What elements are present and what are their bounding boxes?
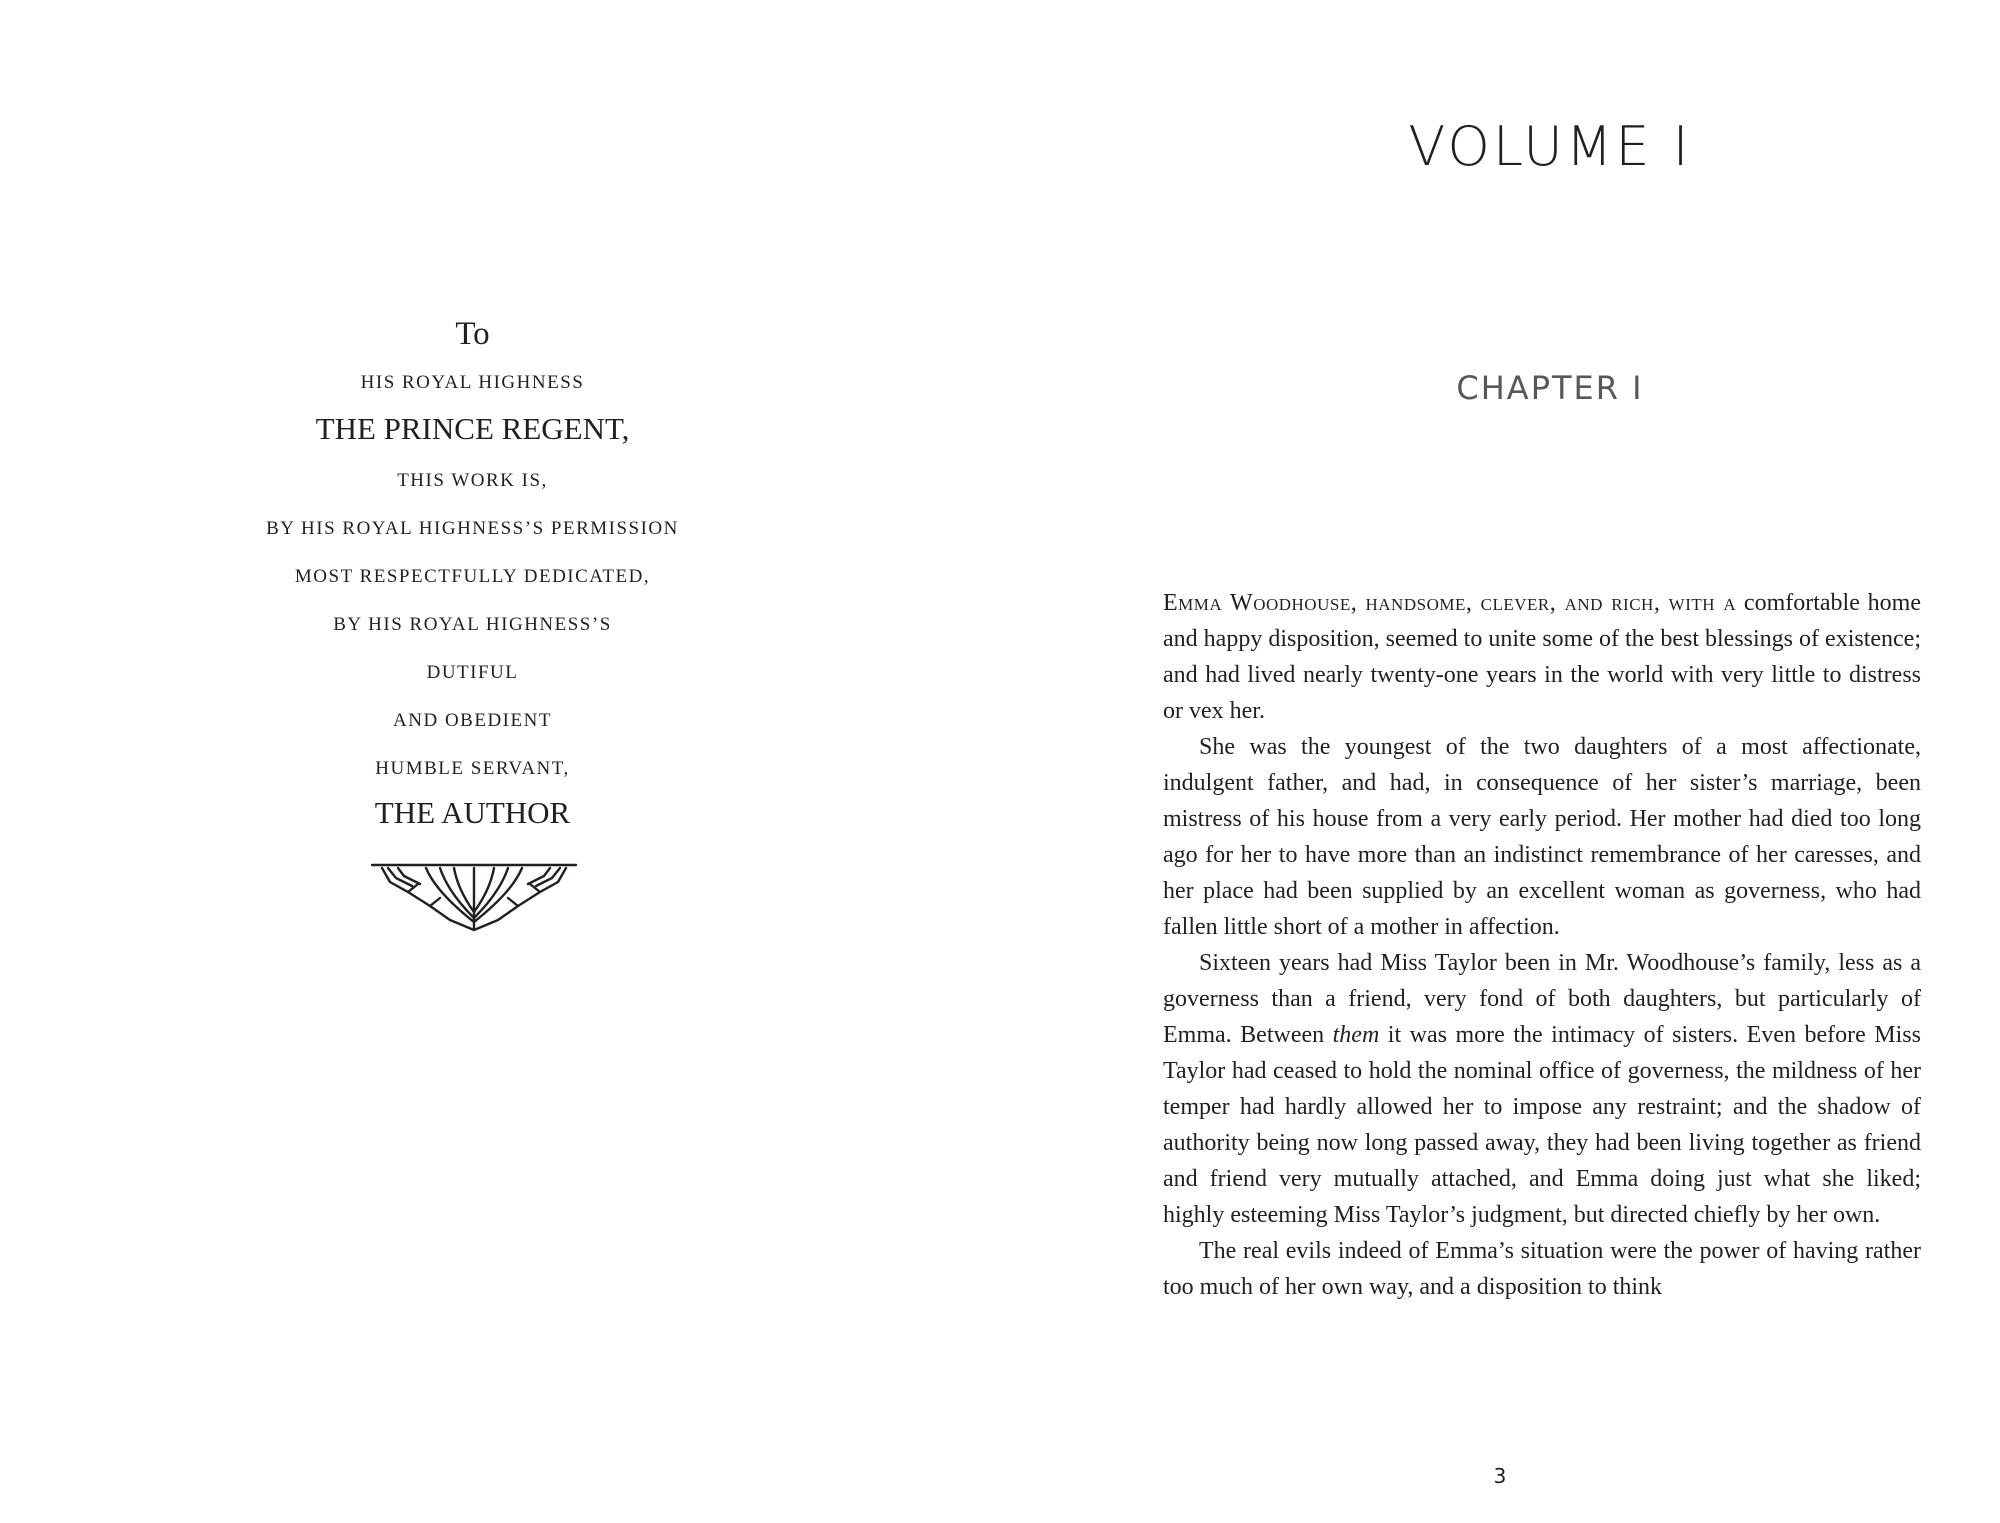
paragraph-emphasis: them [1332,1022,1380,1048]
dedication-line: HIS ROYAL HIGHNESS [360,372,585,393]
dedication-prince-regent: THE PRINCE REGENT, [315,411,630,446]
page-number: 3 [1493,1464,1507,1488]
chapter-body [1163,585,1921,1305]
right-page [1000,0,2000,1523]
dedication-to: To [455,316,490,352]
dedication-line: THIS WORK IS, [397,470,548,491]
paragraph [1163,945,1921,1233]
paragraph-text: it was more the intimacy of sisters. Even before Miss Taylor had ceased to hold the nominal office of governess, the mildness of her temper had hardly allowed her to impose any restraint; and the shadow of authority being now long passed away, they had been living together as friend and friend very mutually attached, and Emma doing just what she liked; highly esteeming Miss Taylor’s judgment, but directed chiefly by her own. [1163,1022,1921,1228]
dedication [205,318,740,845]
dedication-line: BY HIS ROYAL HIGHNESS’S PERMISSION [266,518,679,539]
paragraph-text: Sixteen years had Miss Taylor been in Mr. Woodhouse’s family, less as a governess than a friend, very fond of both daughters, but particularly of Emma. Between [1163,950,1921,1048]
paragraph [1163,729,1921,945]
paragraph [1163,1233,1921,1305]
volume-title: VOLUME I [1408,115,1692,178]
dedication-line: DUTIFUL [426,662,519,683]
paragraph-text: comfortable home and happy disposition, seemed to unite some of the best blessings of existence; and had lived nearly twenty-one years in the world with very little to distress or vex her. [1163,590,1921,724]
paragraph-lead-small-caps: Emma Woodhouse, handsome, clever, and rich, with a [1163,590,1737,616]
paragraph-text: The real evils indeed of Emma’s situation were the power of having rather too much of her own way, and a disposition to think [1163,1238,1921,1300]
dedication-line: BY HIS ROYAL HIGHNESS’S [333,614,612,635]
dedication-line: AND OBEDIENT [393,710,552,731]
paragraph-text: She was the youngest of the two daughters of a most affectionate, indulgent father, and had, in consequence of her sister’s marriage, been mistress of his house from a very early period. Her mother had died too long ago for her to have more than an indistinct remembrance of her caresses, and her place had been supplied by an excellent woman as governess, who had fallen little short of a mother in affection. [1163,734,1921,940]
fan-ornament-icon [368,862,580,934]
dedication-line: HUMBLE SERVANT, [375,758,570,779]
chapter-title: CHAPTER I [1456,369,1644,407]
dedication-the-author: THE AUTHOR [374,795,571,830]
paragraph [1163,585,1921,729]
dedication-line: MOST RESPECTFULLY DEDICATED, [294,566,651,587]
